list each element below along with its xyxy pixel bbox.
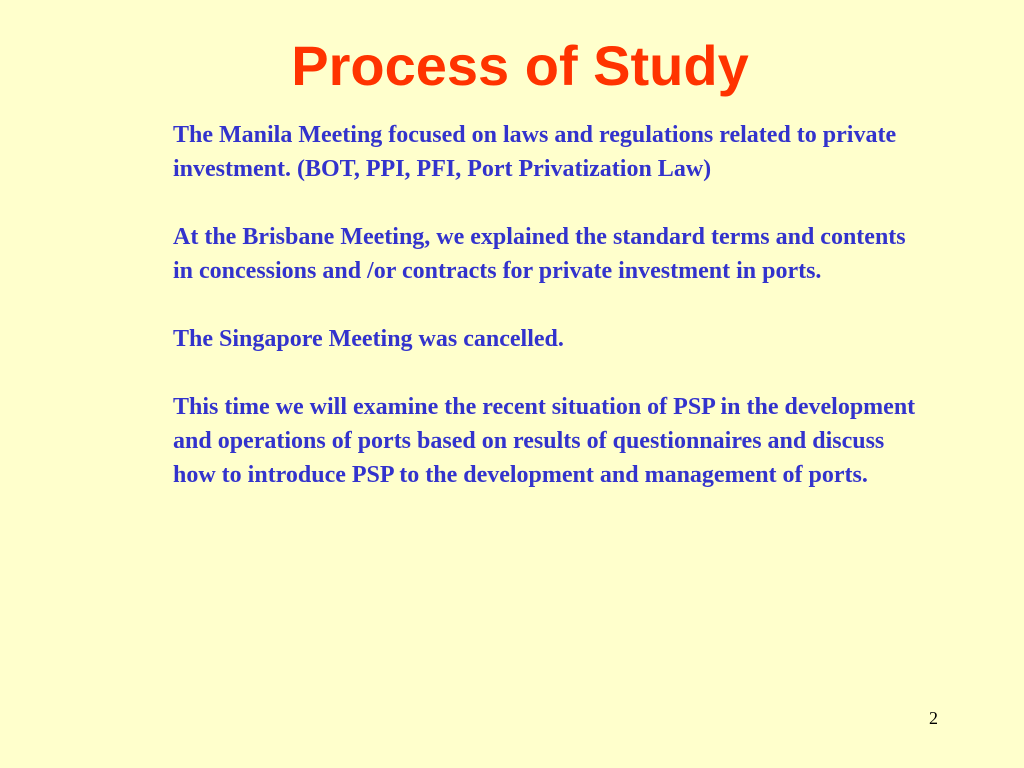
paragraph-manila-meeting: The Manila Meeting focused on laws and regulations related to private investment. (BOT, PPI, PFI, Port Privatization Law)	[173, 122, 897, 182]
paragraph-this-time: This time we will examine the recent situation of PSP in the development and operations of ports based on results of questionnaires and discuss how to introduce PSP to the development and management of ports.	[173, 394, 916, 488]
paragraph-brisbane-meeting: At the Brisbane Meeting, we explained the standard terms and contents in concessions and /or contracts for private investment in ports.	[173, 224, 906, 284]
paragraph-singapore-meeting: The Singapore Meeting was cancelled.	[173, 326, 564, 352]
slide-body	[173, 118, 923, 492]
page-number: 2	[929, 708, 938, 728]
slide-title: Process of Study	[291, 34, 749, 97]
